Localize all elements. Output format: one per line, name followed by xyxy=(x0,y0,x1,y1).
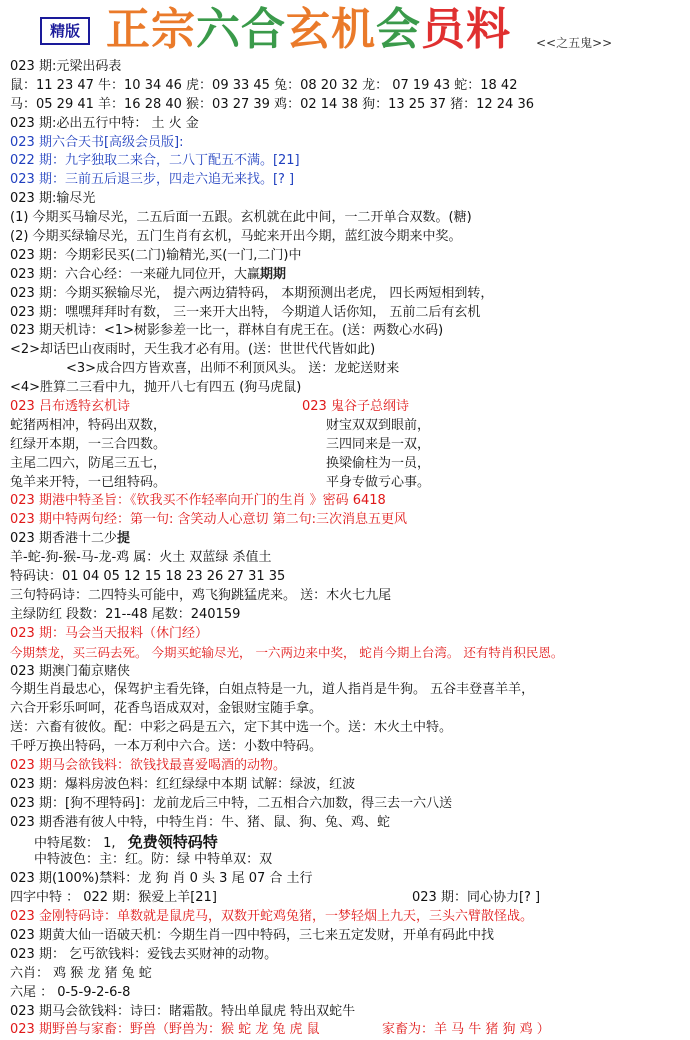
text-line: 023 期:必出五行中特： 土 火 金 xyxy=(10,115,199,131)
poem-row xyxy=(10,436,685,455)
poem-left-line: 红绿开本期，一三合四数。 xyxy=(10,436,167,452)
text-line: 六合开彩乐呵呵，花香鸟语成双对，金银财宝随手拿。 xyxy=(10,701,323,717)
poem-left-line: 兔羊来开特，一已组特码。 xyxy=(10,474,167,490)
text-line xyxy=(10,833,685,852)
text-line: <2>却话巴山夜雨时，天生我才必有用。(送：世世代代皆如此) xyxy=(10,342,376,358)
text-segment: 023 期：同心协力[? ] xyxy=(412,890,541,906)
poem-right-line: 财宝双双到眼前， xyxy=(326,417,431,433)
poem-left-title: 023 吕布透特玄机诗 xyxy=(10,399,130,415)
poem-row xyxy=(10,398,685,417)
text-line: 023 期香港有彼人中特，中特生肖：牛、猪、鼠、狗、兔、鸡、蛇 xyxy=(10,814,390,830)
poem-right-line: 三四同来是一双， xyxy=(326,436,431,452)
text-line: 023 期天机诗：<1>树影参差一比一，群林自有虎王在。(送：两数心水码) xyxy=(10,323,444,339)
text-line: 鼠：11 23 47 牛：10 34 46 虎：09 33 45 兔：08 20 32 龙： 07 19 43 蛇：18 42 xyxy=(10,77,518,93)
text-line: 023 期：嘿嘿拜拜时有数， 三一来开大出特， 今期道人话你知， 五前二后有玄机 xyxy=(10,304,481,320)
overlay-stamp: 提 xyxy=(116,531,130,547)
text-line: 马：05 29 41 羊：16 28 40 猴：03 27 39 鸡：02 14 38 狗：13 25 37 猪：12 24 36 xyxy=(10,96,535,112)
text-line: 023 期：今期彩民买(二门)输精光,买(一门,二门)中 xyxy=(10,247,302,263)
text-line: 023 期中特两句经：第一句: 含笑动人心意切 第二句:三次消息五更风 xyxy=(10,512,407,528)
text-line: 023 期黄大仙一语破天机：今期生肖一四中特码，三七来五定发财，开单有码此中找 xyxy=(10,927,494,943)
text-line: 023 期：马会当天报料（休门经） xyxy=(10,625,208,641)
text-line: 023 期：爆料房波色料：红红绿绿中本期 试解：绿波，红波 xyxy=(10,776,356,792)
text-line xyxy=(10,530,685,549)
text-segment: 四字中特 ： 022 期：猴爱上羊[21] xyxy=(10,890,217,906)
text-line: 今期禁龙，买三码去死。 今期买蛇输尽光， 一六两边来中奖， 蛇肖今期上台湾。 还有特肖积民恩。 xyxy=(10,644,564,660)
text-line: 特码诀：01 04 05 12 15 18 23 26 27 31 35 xyxy=(10,569,286,585)
text-line: 023 金刚特码诗：单数就是鼠虎马，双数开蛇鸡兔猪，一梦轻烟上九天，三头六臂散怪战。 xyxy=(10,909,533,925)
text-line: 023 期六合天书[高级会员版]: xyxy=(10,134,184,150)
text-segment: 023 期香港十二少 xyxy=(10,531,117,547)
title-part-5: 员料 xyxy=(421,4,511,55)
text-line: 023 期： 乞丐欲钱料：爱钱去买财神的动物。 xyxy=(10,946,278,962)
text-line xyxy=(10,266,685,285)
overlay-stamp: 免费领特码特 xyxy=(127,832,218,851)
text-line: 主绿防红 段数：21--48 尾数：240159 xyxy=(10,606,241,622)
text-line xyxy=(10,889,685,908)
text-line: 023 期:输尽光 xyxy=(10,191,96,207)
text-line: (1) 今期买马输尽光，二五后面一五跟。玄机就在此中间，一二开单合双数。(糖) xyxy=(10,210,472,226)
text-line: 023 期港中特圣旨：《钦我买不作轻率向开门的生肖 》密码 6418 xyxy=(10,493,386,509)
text-segment: 023 期野兽与家畜：野兽（野兽为：猴 蛇 龙 兔 虎 鼠 xyxy=(10,1022,320,1038)
title-part-2: 六合 xyxy=(196,4,286,55)
text-segment: 家畜为：羊 马 牛 猪 狗 鸡 ） xyxy=(382,1022,550,1038)
text-line: <4>胜算二三看中九，抛开八七有四五 (狗马虎鼠) xyxy=(10,380,302,396)
text-segment: 023 期：六合心经：一来碰九同位开，大赢 xyxy=(10,266,260,282)
text-line: 023 期马会欲钱料：诗曰：睹霜散。特出单鼠虎 特出双蛇牛 xyxy=(10,1003,356,1019)
text-line: <3>成合四方皆欢喜，出师不利顶风头。 送：龙蛇送财来 xyxy=(66,361,400,377)
poem-left-line: 主尾二四六，防尾三五七， xyxy=(10,455,167,471)
text-line: 023 期：三前五后退三步，四走六追无来找。[? ] xyxy=(10,172,295,188)
title-part-4: 会 xyxy=(376,4,421,55)
text-line: 023 期澳门葡京赌侠 xyxy=(10,663,130,679)
text-line: 六肖： 鸡 猴 龙 猪 兔 蛇 xyxy=(10,965,152,981)
page-title xyxy=(106,2,511,58)
text-line: 羊-蛇-狗-猴-马-龙-鸡 属：火土 双蓝绿 杀值土 xyxy=(10,550,272,566)
content-body xyxy=(10,58,685,1040)
text-line xyxy=(10,1021,685,1040)
title-part-3: 玄机 xyxy=(286,4,376,55)
text-line: 中特波色：主：红。防：绿 中特单双：双 xyxy=(34,852,273,868)
text-line: (2) 今期买绿输尽光，五门生肖有玄机，马蛇来开出今期，蓝红波今期来中奖。 xyxy=(10,229,462,245)
text-line: 023 期：今期买猴输尽光， 提六两边猜特码， 本期预测出老虎， 四长两短相到转， xyxy=(10,285,494,301)
poem-right-line: 换梁偷柱为一员， xyxy=(326,455,431,471)
text-line: 三句特码诗：二四特头可能中，鸡飞狗跳猛虎来。 送：木火七九尾 xyxy=(10,587,392,603)
overlay-stamp: 期期 xyxy=(259,266,286,282)
text-line: 千呼万换出特码，一本万利中六合。送：小数中特码。 xyxy=(10,739,323,755)
text-line: 今期生肖最忠心，保驾护主看先锋，白姐点特是一九，道人指肖是牛狗。 五谷丰登喜羊羊， xyxy=(10,682,535,698)
poem-row xyxy=(10,474,685,493)
poem-row xyxy=(10,455,685,474)
title-part-1: 正宗 xyxy=(106,4,196,55)
poem-right-title: 023 鬼谷子总纲诗 xyxy=(302,399,409,415)
text-line: 023 期：[狗不理特码]：龙前龙后三中特，二五相合六加数，得三去一六八送 xyxy=(10,795,453,811)
header xyxy=(0,0,690,58)
vip-badge: 精版 xyxy=(40,17,90,45)
poem-left-line: 蛇猪两相冲，特码出双数， xyxy=(10,417,167,433)
text-line: 023 期(100%)禁料：龙 狗 肖 0 头 3 尾 07 合 土行 xyxy=(10,871,313,887)
poem-row xyxy=(10,417,685,436)
text-line: 023 期马会欲钱料：欲钱找最喜爱喝酒的动物。 xyxy=(10,757,286,773)
text-line: 023 期:元梁出码表 xyxy=(10,59,122,74)
poem-right-line: 平身专做亏心事。 xyxy=(326,474,431,490)
text-line: 022 期：九字独取二来合，二八丁配五不满。[21] xyxy=(10,153,300,169)
signature: <<之五鬼>> xyxy=(536,36,613,50)
text-segment: 中特尾数： 1, xyxy=(34,835,116,851)
text-line: 六尾 ： 0-5-9-2-6-8 xyxy=(10,984,131,1000)
text-line: 送：六畜有彼攸。配：中彩之码是五六，定下其中选一个。送：木火土中特。 xyxy=(10,720,453,736)
